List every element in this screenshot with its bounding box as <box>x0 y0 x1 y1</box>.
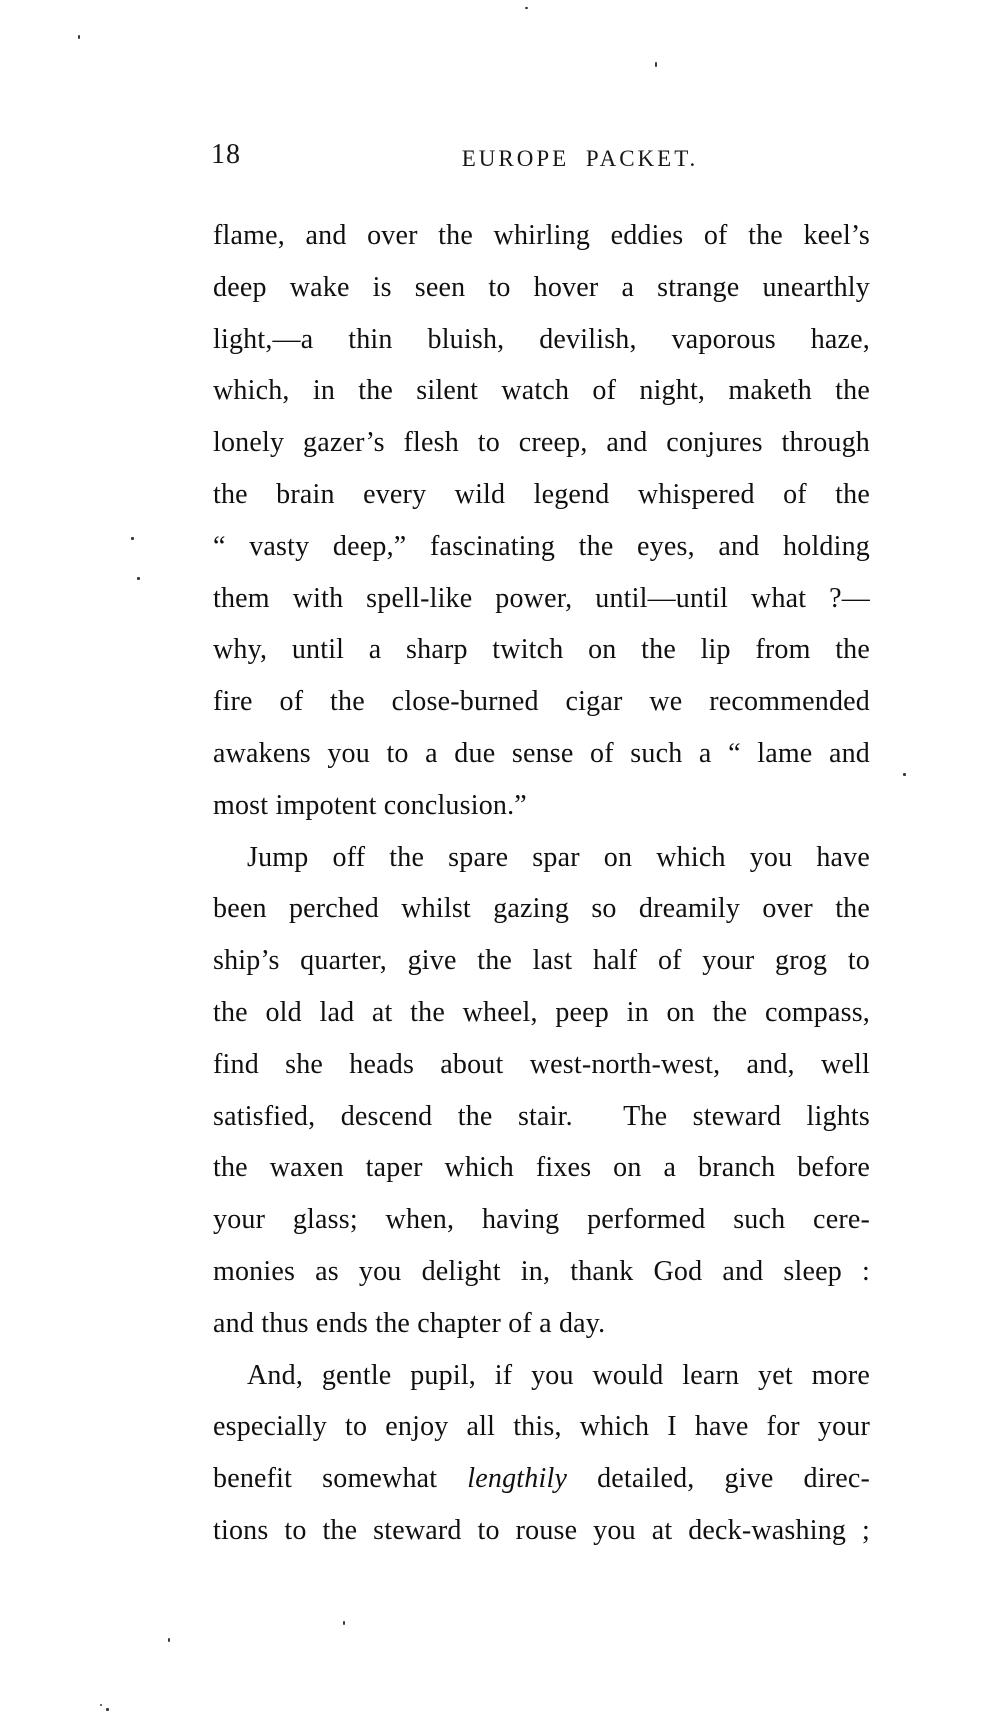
scan-speck <box>106 1708 109 1711</box>
text-line: and thus ends the chapter of a day. <box>213 1307 606 1339</box>
scan-speck <box>343 1621 345 1625</box>
text-line: them with spell-like power, until—until what ?— <box>213 582 870 614</box>
text-line: the old lad at the wheel, peep in on the compass, <box>213 996 870 1028</box>
text-line: awakens you to a due sense of such a “ lame and <box>213 737 870 769</box>
text-line: the brain every wild legend whispered of the <box>213 478 870 510</box>
text-line: especially to enjoy all this, which I have for your <box>213 1411 870 1443</box>
text-line: monies as you delight in, thank God and sleep : <box>213 1255 870 1287</box>
text-line: why, until a sharp twitch on the lip from the <box>213 634 870 666</box>
scan-speck <box>168 1638 170 1642</box>
body-text <box>213 210 870 1557</box>
scan-speck <box>100 1704 102 1706</box>
scan-speck <box>525 7 528 9</box>
scan-speck <box>137 577 140 580</box>
text-line: your glass; when, having performed such cere- <box>213 1204 870 1236</box>
text-line: “ vasty deep,” fascinating the eyes, and holding <box>213 530 870 562</box>
text-line: deep wake is seen to hover a strange unearthly <box>213 271 870 303</box>
text-line: ship’s quarter, give the last half of your grog to <box>213 945 870 977</box>
text-line: flame, and over the whirling eddies of the keel’s <box>213 220 870 251</box>
scan-speck <box>655 62 657 67</box>
text-line: been perched whilst gazing so dreamily over the <box>213 893 870 925</box>
scan-speck <box>903 773 906 776</box>
text-line: find she heads about west-north-west, and, well <box>213 1048 870 1080</box>
italic-word: lengthily <box>467 1463 568 1495</box>
text-line: light,—a thin bluish, devilish, vaporous haze, <box>213 323 870 355</box>
text-segment: benefit somewhat <box>213 1463 468 1495</box>
page-number: 18 <box>211 139 241 170</box>
running-head: EUROPE PACKET. <box>461 146 699 171</box>
text-segment: detailed, give direc- <box>567 1463 871 1495</box>
text-line: which, in the silent watch of night, maketh the <box>213 375 870 407</box>
text-line: the waxen taper which fixes on a branch before <box>213 1152 870 1184</box>
text-line: fire of the close-burned cigar we recommended <box>213 686 870 718</box>
text-line: Jump off the spare spar on which you have <box>247 841 870 873</box>
scan-speck <box>131 537 134 540</box>
scan-speck <box>78 35 80 39</box>
text-line: And, gentle pupil, if you would learn yet more <box>247 1359 870 1391</box>
text-line: most impotent conclusion.” <box>213 789 527 821</box>
text-line: lonely gazer’s flesh to creep, and conjures through <box>213 427 870 459</box>
text-line: satisfied, descend the stair. The steward lights <box>213 1100 870 1132</box>
text-line: tions to the steward to rouse you at deck-washing ; <box>213 1514 870 1546</box>
text-line <box>213 1453 870 1505</box>
